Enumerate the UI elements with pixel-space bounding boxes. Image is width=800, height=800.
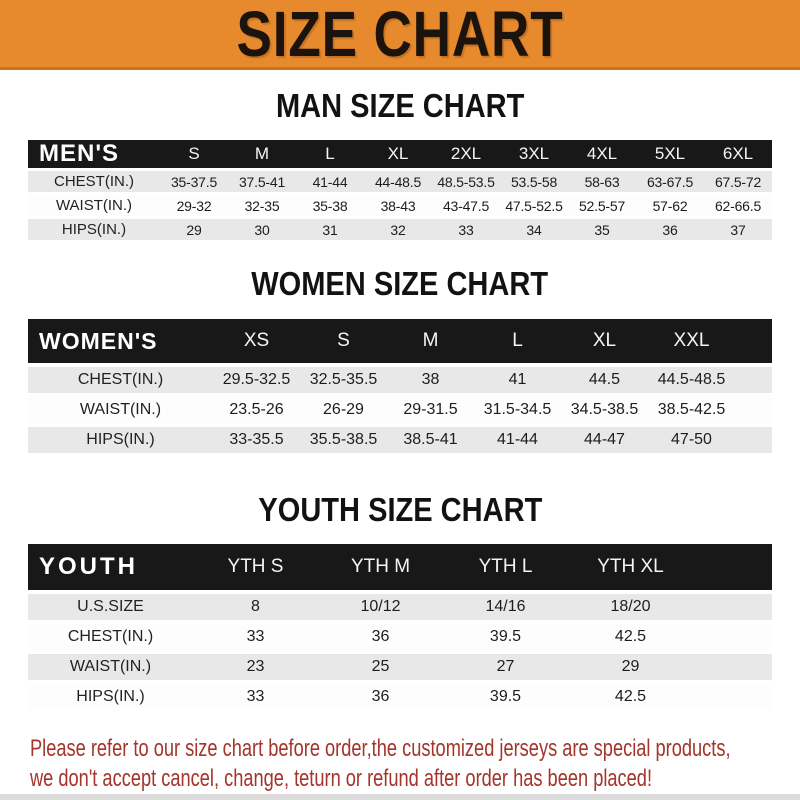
size-value: 32-35: [244, 197, 280, 214]
size-value: 33: [246, 688, 265, 705]
size-value: 34: [526, 221, 542, 238]
size-value: 27: [496, 658, 515, 675]
column-header: 6XL: [722, 144, 754, 163]
header-spacer: [735, 319, 772, 363]
table-header-row: [28, 544, 772, 590]
column-header: YTH S: [227, 556, 284, 577]
size-value: 35-37.5: [170, 173, 218, 190]
column-header: M: [254, 144, 270, 163]
size-value: 26-29: [323, 401, 364, 418]
size-value: 33-35.5: [229, 431, 284, 448]
row-label: HIPS(IN.): [61, 221, 127, 238]
size-value: 44.5-48.5: [657, 371, 726, 388]
size-value: 25: [371, 658, 390, 675]
size-value: 10/12: [360, 598, 401, 615]
size-chart-title: SIZE CHART: [236, 0, 564, 70]
size-value: 34.5-38.5: [570, 401, 639, 418]
table-row: [28, 397, 772, 423]
size-value: 44.5: [588, 371, 621, 388]
women-size-chart-heading: [0, 267, 800, 301]
table-corner-label: YOUTH: [39, 553, 138, 580]
size-value: 29-31.5: [403, 401, 458, 418]
column-header: L: [512, 330, 523, 351]
size-value: 67.5-72: [714, 173, 762, 190]
row-label: WAIST(IN.): [69, 658, 152, 675]
table-row: [28, 219, 772, 240]
women-size-chart-heading-text: WOMEN SIZE CHART: [251, 265, 549, 302]
size-value: 57-62: [652, 197, 688, 214]
size-value: 36: [371, 688, 390, 705]
size-value: 29.5-32.5: [222, 371, 291, 388]
size-value: 30: [254, 221, 270, 238]
column-header: 3XL: [518, 144, 550, 163]
table-row: [28, 684, 772, 710]
row-label: U.S.SIZE: [77, 598, 144, 615]
size-value: 44-48.5: [374, 173, 422, 190]
table-row: [28, 171, 772, 192]
disclaimer: [0, 734, 800, 794]
size-value: 39.5: [489, 688, 522, 705]
table-row: [28, 195, 772, 216]
column-header: 2XL: [450, 144, 482, 163]
row-spacer: [735, 397, 772, 423]
column-header: YTH M: [350, 556, 411, 577]
size-value: 31: [322, 221, 338, 238]
size-chart-banner: [0, 0, 800, 70]
table-row: [28, 594, 772, 620]
size-value: 41-44: [312, 173, 348, 190]
size-value: 23.5-26: [229, 401, 284, 418]
size-value: 47-50: [671, 431, 712, 448]
size-value: 38-43: [380, 197, 416, 214]
row-label: CHEST(IN.): [67, 628, 154, 645]
row-spacer: [693, 684, 772, 710]
column-header: XXL: [673, 330, 710, 351]
youth-size-chart-heading: [0, 493, 800, 527]
size-value: 36: [371, 628, 390, 645]
size-value: 32.5-35.5: [309, 371, 378, 388]
size-value: 39.5: [489, 628, 522, 645]
women-size-table: [28, 315, 772, 457]
size-value: 36: [662, 221, 678, 238]
size-value: 33: [458, 221, 474, 238]
size-value: 33: [246, 628, 265, 645]
row-label: HIPS(IN.): [76, 688, 145, 705]
column-header: S: [188, 144, 200, 163]
header-spacer: [693, 544, 772, 590]
man-size-chart-heading-text: MAN SIZE CHART: [275, 87, 525, 124]
column-header: 5XL: [654, 144, 686, 163]
table-header-row: [28, 319, 772, 363]
size-value: 35: [594, 221, 610, 238]
row-label: WAIST(IN.): [55, 197, 133, 214]
row-label: CHEST(IN.): [54, 173, 134, 190]
size-value: 35.5-38.5: [309, 431, 378, 448]
size-value: 58-63: [584, 173, 620, 190]
size-value: 38: [421, 371, 440, 388]
row-spacer: [693, 594, 772, 620]
size-value: 35-38: [312, 197, 348, 214]
size-value: 43-47.5: [442, 197, 490, 214]
size-value: 38.5-42.5: [657, 401, 726, 418]
bottom-edge-strip: [0, 794, 800, 800]
size-value: 32: [390, 221, 406, 238]
column-header: XL: [387, 144, 409, 163]
size-value: 23: [246, 658, 265, 675]
size-value: 14/16: [485, 598, 526, 615]
size-value: 31.5-34.5: [483, 401, 552, 418]
size-value: 44-47: [584, 431, 625, 448]
table-corner-label: MEN'S: [39, 140, 120, 167]
size-value: 29: [621, 658, 640, 675]
size-value: 18/20: [610, 598, 651, 615]
size-value: 8: [251, 598, 260, 615]
table-row: [28, 654, 772, 680]
size-value: 29: [186, 221, 202, 238]
size-value: 38.5-41: [403, 431, 458, 448]
size-value: 48.5-53.5: [437, 173, 495, 190]
table-row: [28, 427, 772, 453]
row-spacer: [735, 367, 772, 393]
size-value: 62-66.5: [714, 197, 762, 214]
size-value: 41: [508, 371, 527, 388]
size-value: 53.5-58: [510, 173, 558, 190]
column-header: S: [337, 330, 350, 351]
column-header: XL: [592, 330, 617, 351]
table-header-row: [28, 140, 772, 168]
size-value: 37: [730, 221, 746, 238]
size-value: 42.5: [614, 628, 647, 645]
size-value: 63-67.5: [646, 173, 694, 190]
row-spacer: [693, 654, 772, 680]
size-value: 52.5-57: [578, 197, 626, 214]
table-row: [28, 367, 772, 393]
row-label: HIPS(IN.): [86, 431, 155, 448]
column-header: YTH L: [478, 556, 533, 577]
size-value: 42.5: [614, 688, 647, 705]
column-header: XS: [243, 330, 270, 351]
table-corner-label: WOMEN'S: [39, 327, 158, 354]
column-header: M: [422, 330, 439, 351]
row-label: CHEST(IN.): [77, 371, 164, 388]
table-row: [28, 624, 772, 650]
column-header: YTH XL: [597, 556, 664, 577]
row-spacer: [735, 427, 772, 453]
size-value: 41-44: [497, 431, 538, 448]
youth-size-table: [28, 540, 772, 714]
size-value: 37.5-41: [238, 173, 286, 190]
size-value: 47.5-52.5: [505, 197, 563, 214]
man-size-chart-heading: [0, 89, 800, 123]
disclaimer-line-2: we don't accept cancel, change, teturn or refund after order has been placed!: [30, 765, 653, 792]
column-header: 4XL: [586, 144, 618, 163]
column-header: L: [325, 144, 335, 163]
disclaimer-line-1: Please refer to our size chart before order,the customized jerseys are special products,: [30, 735, 731, 762]
row-label: WAIST(IN.): [79, 401, 162, 418]
row-spacer: [693, 624, 772, 650]
men-size-table: [28, 137, 772, 243]
youth-size-chart-heading-text: YOUTH SIZE CHART: [258, 491, 542, 528]
size-value: 29-32: [176, 197, 212, 214]
